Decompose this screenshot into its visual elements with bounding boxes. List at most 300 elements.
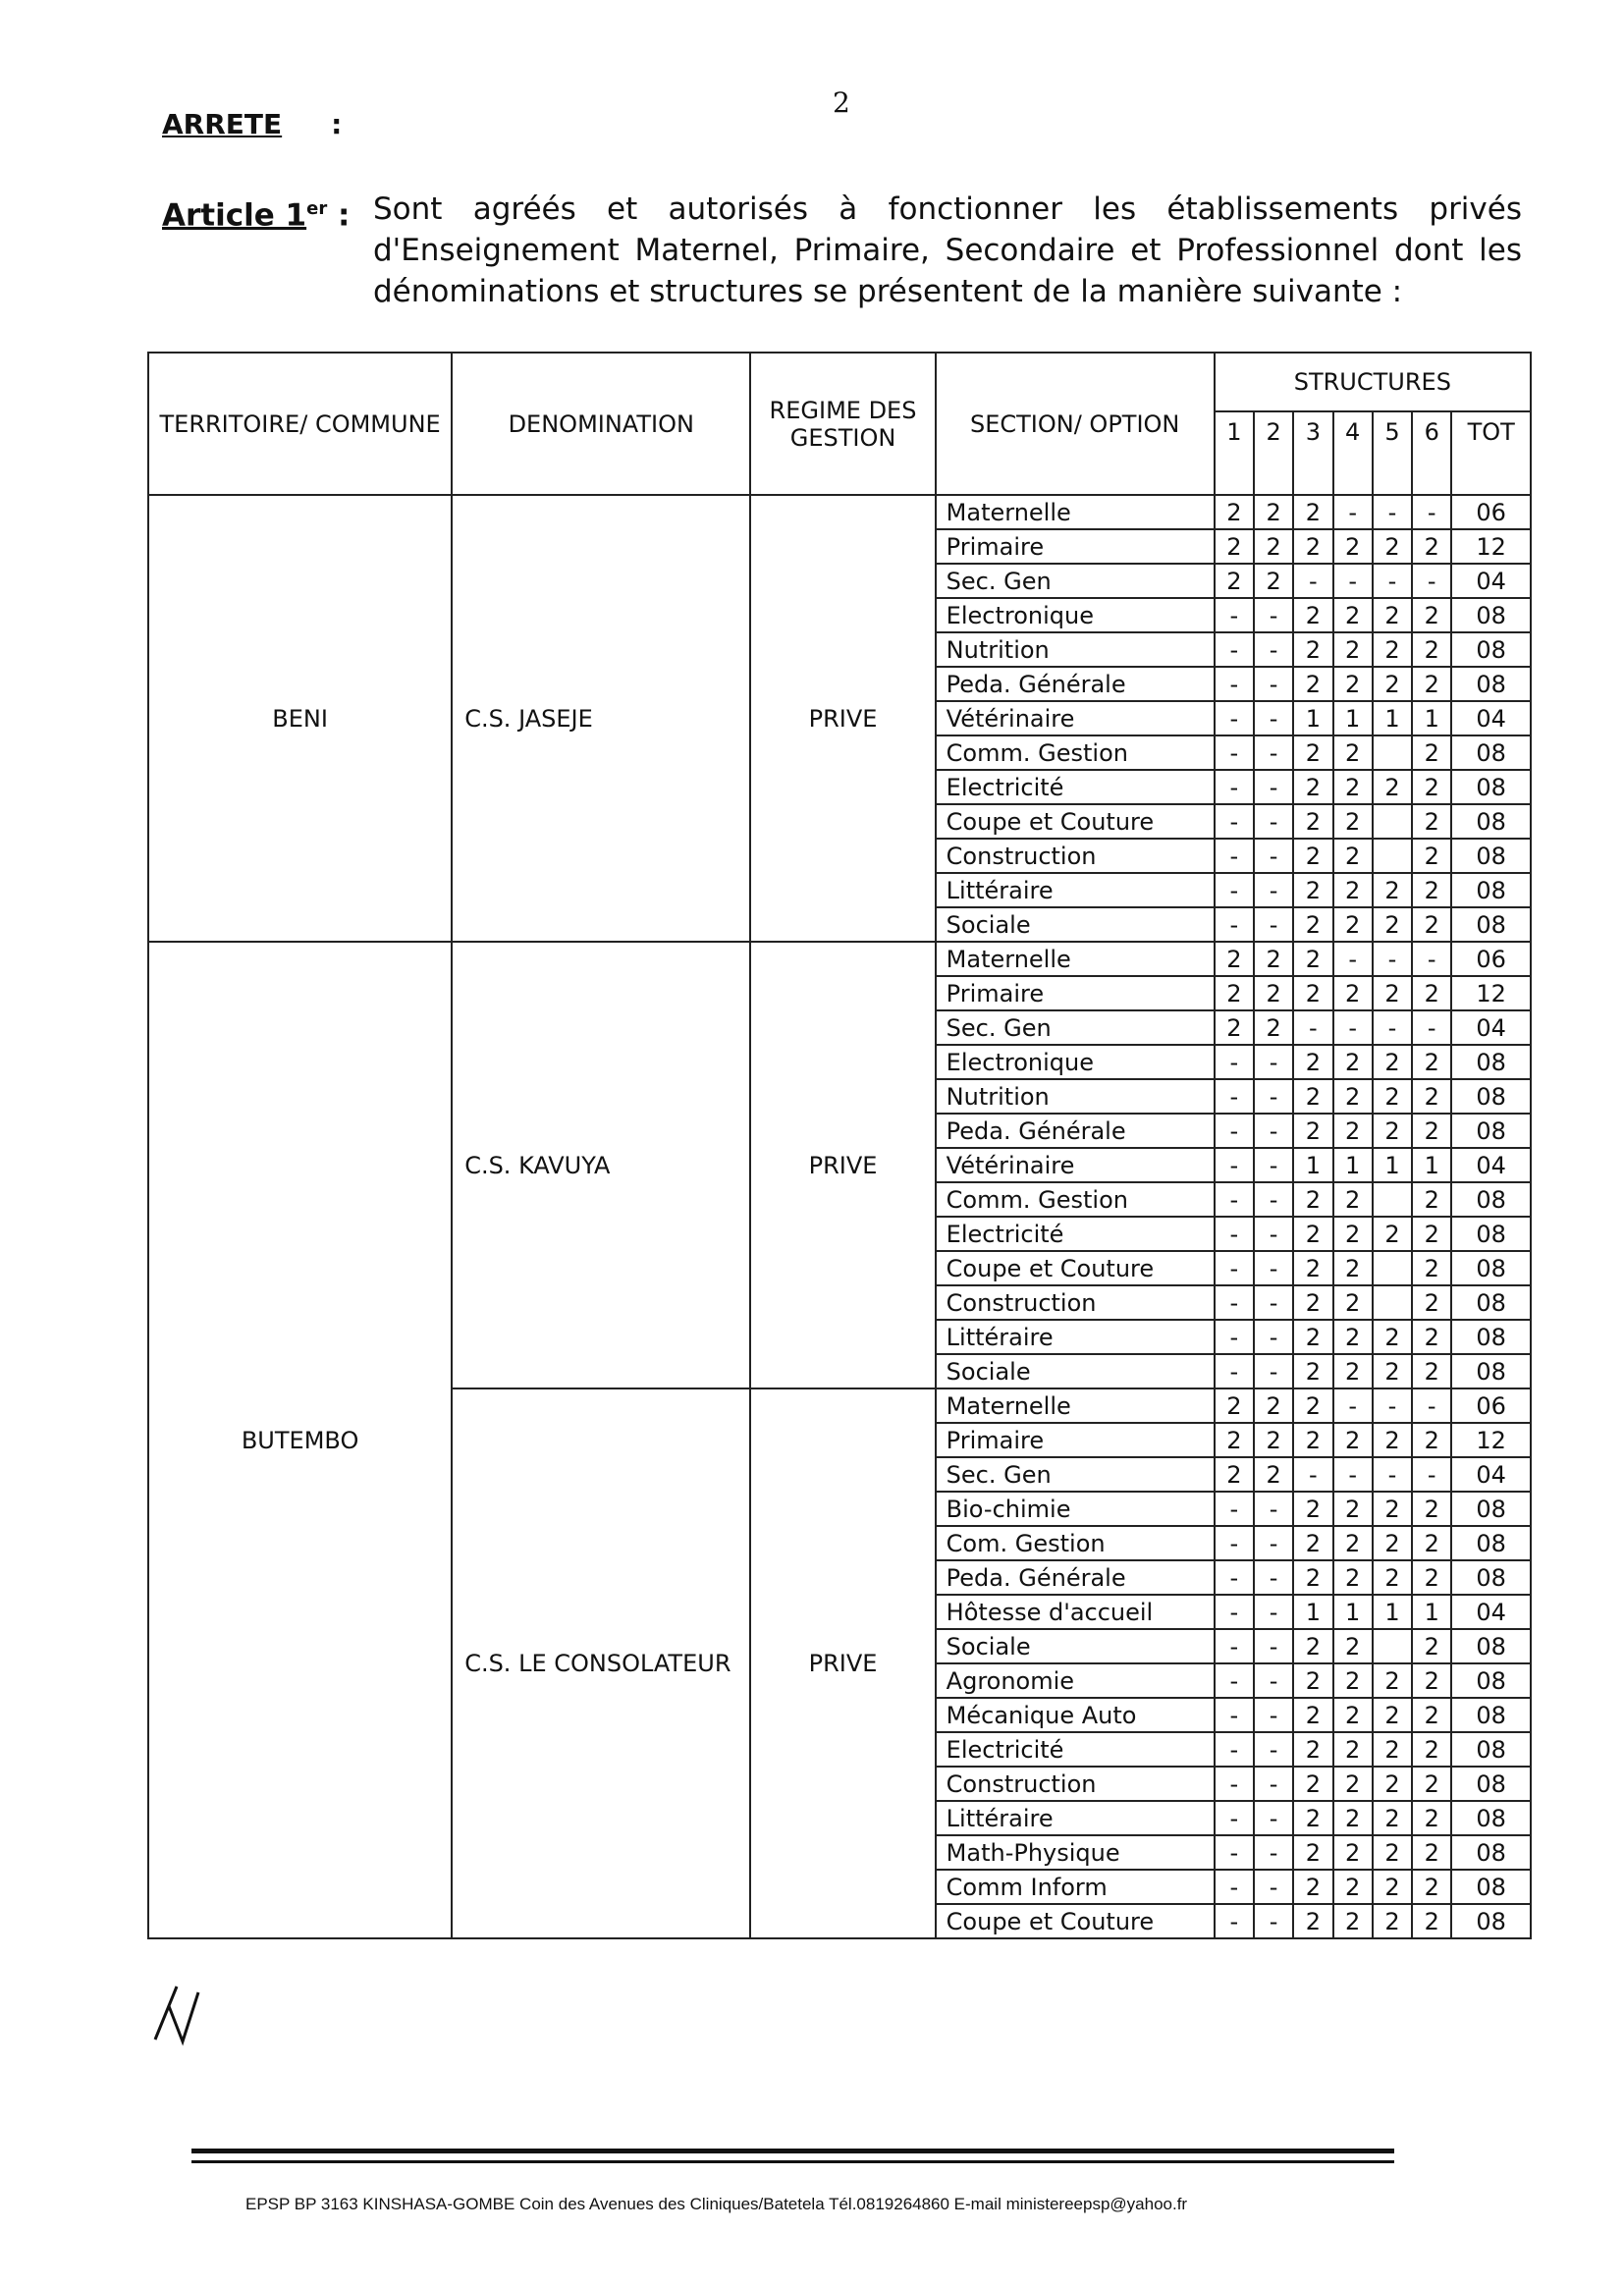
structure-cell: -	[1293, 1010, 1332, 1045]
structure-cell	[1373, 804, 1412, 839]
total-cell: 08	[1451, 770, 1531, 804]
structure-cell: 2	[1293, 1320, 1332, 1354]
structure-cell: -	[1215, 632, 1254, 667]
total-cell: 08	[1451, 1492, 1531, 1526]
section-cell: Construction	[936, 1767, 1215, 1801]
structure-cell: -	[1373, 1457, 1412, 1492]
structure-cell: 2	[1333, 1732, 1373, 1767]
structure-cell: 2	[1254, 976, 1293, 1010]
structure-cell: 2	[1333, 529, 1373, 564]
section-cell: Math-Physique	[936, 1835, 1215, 1870]
structure-cell: 2	[1412, 1423, 1451, 1457]
article-heading	[162, 189, 350, 236]
total-cell: 12	[1451, 1423, 1531, 1457]
total-cell: 08	[1451, 1560, 1531, 1595]
signature-mark	[147, 1979, 216, 2051]
structure-cell: 2	[1373, 1045, 1412, 1079]
structure-cell: 2	[1412, 1251, 1451, 1285]
structure-cell: 2	[1293, 1354, 1332, 1388]
structure-cell: 2	[1412, 1354, 1451, 1388]
structure-cell: -	[1254, 598, 1293, 632]
structure-cell: -	[1254, 1217, 1293, 1251]
structure-cell: 2	[1333, 770, 1373, 804]
structure-cell: 2	[1412, 1492, 1451, 1526]
structure-cell: 2	[1412, 1045, 1451, 1079]
header-col-4: 4	[1333, 411, 1373, 495]
structure-cell: -	[1215, 1492, 1254, 1526]
structure-cell: -	[1254, 1835, 1293, 1870]
structure-cell: -	[1215, 1698, 1254, 1732]
table-body	[148, 495, 1531, 1938]
structure-cell: 2	[1373, 1492, 1412, 1526]
structure-cell: 2	[1333, 1801, 1373, 1835]
arrete-label: ARRETE	[162, 108, 283, 140]
denomination-cell: C.S. JASEJE	[452, 495, 750, 942]
header-col-2: 2	[1254, 411, 1293, 495]
structure-cell: 2	[1412, 1663, 1451, 1698]
article-sup: er	[306, 198, 328, 219]
structure-cell: 2	[1333, 1285, 1373, 1320]
structure-cell: -	[1254, 1629, 1293, 1663]
structure-cell: 1	[1412, 701, 1451, 735]
structure-cell: 2	[1412, 1320, 1451, 1354]
structure-cell: -	[1254, 1698, 1293, 1732]
structure-cell: 2	[1293, 1835, 1332, 1870]
section-cell: Maternelle	[936, 1388, 1215, 1423]
page-number: 2	[833, 86, 850, 119]
structure-cell: -	[1254, 1148, 1293, 1182]
section-cell: Comm. Gestion	[936, 1182, 1215, 1217]
structure-cell: 2	[1412, 1732, 1451, 1767]
header-denomination: DENOMINATION	[452, 353, 750, 495]
structure-cell: -	[1254, 1526, 1293, 1560]
total-cell: 08	[1451, 1698, 1531, 1732]
denomination-cell: C.S. LE CONSOLATEUR	[452, 1388, 750, 1938]
regime-cell: PRIVE	[750, 942, 935, 1388]
article-label: Article 1	[162, 197, 307, 234]
structure-cell: -	[1215, 1045, 1254, 1079]
structure-cell: 2	[1412, 598, 1451, 632]
structure-cell: 2	[1373, 598, 1412, 632]
total-cell: 04	[1451, 1457, 1531, 1492]
structure-cell: 2	[1293, 1388, 1332, 1423]
structure-cell: 2	[1412, 976, 1451, 1010]
header-territoire: TERRITOIRE/ COMMUNE	[148, 353, 452, 495]
structure-cell: 2	[1215, 529, 1254, 564]
total-cell: 06	[1451, 942, 1531, 976]
structure-cell: -	[1215, 1079, 1254, 1114]
structure-cell: 2	[1412, 907, 1451, 942]
structure-cell: 2	[1293, 907, 1332, 942]
section-cell: Littéraire	[936, 873, 1215, 907]
structure-cell: -	[1254, 1285, 1293, 1320]
structure-cell: 2	[1373, 1423, 1412, 1457]
structure-cell: 2	[1333, 598, 1373, 632]
structure-cell: -	[1412, 564, 1451, 598]
structure-cell: 2	[1333, 1663, 1373, 1698]
structure-cell: -	[1254, 1801, 1293, 1835]
section-cell: Maternelle	[936, 942, 1215, 976]
structure-cell	[1373, 1182, 1412, 1217]
structure-cell: 2	[1333, 976, 1373, 1010]
structure-cell: 2	[1333, 873, 1373, 907]
total-cell: 08	[1451, 1663, 1531, 1698]
structure-cell: 2	[1333, 1354, 1373, 1388]
structure-cell: 2	[1373, 667, 1412, 701]
structure-cell: 2	[1412, 735, 1451, 770]
structure-cell: 2	[1293, 1079, 1332, 1114]
structure-cell: 2	[1293, 1698, 1332, 1732]
total-cell: 08	[1451, 1732, 1531, 1767]
total-cell: 08	[1451, 1217, 1531, 1251]
structure-cell: -	[1215, 701, 1254, 735]
section-cell: Electricité	[936, 1217, 1215, 1251]
total-cell: 08	[1451, 839, 1531, 873]
structure-cell: 2	[1215, 976, 1254, 1010]
structure-cell	[1373, 839, 1412, 873]
total-cell: 08	[1451, 907, 1531, 942]
structure-cell: 2	[1293, 1663, 1332, 1698]
structure-cell: -	[1333, 564, 1373, 598]
structure-cell: -	[1333, 1010, 1373, 1045]
structure-cell: 2	[1293, 1732, 1332, 1767]
total-cell: 08	[1451, 1182, 1531, 1217]
structure-cell: -	[1215, 1114, 1254, 1148]
section-cell: Com. Gestion	[936, 1526, 1215, 1560]
structure-cell: 2	[1412, 1079, 1451, 1114]
footer-rule-thick	[191, 2149, 1394, 2153]
section-cell: Vétérinaire	[936, 701, 1215, 735]
structure-cell: 2	[1293, 1801, 1332, 1835]
structure-cell: -	[1215, 1560, 1254, 1595]
structure-cell: 2	[1373, 1904, 1412, 1938]
structure-cell: 2	[1333, 667, 1373, 701]
structure-cell: 2	[1412, 839, 1451, 873]
total-cell: 08	[1451, 804, 1531, 839]
header-col-tot: TOT	[1451, 411, 1531, 495]
structure-cell: 2	[1293, 632, 1332, 667]
section-cell: Electronique	[936, 1045, 1215, 1079]
footer-address: EPSP BP 3163 KINSHASA-GOMBE Coin des Avenues des Cliniques/Batetela Tél.0819264860 E-mail ministereepsp@yahoo.fr	[245, 2195, 1188, 2213]
structure-cell: 2	[1373, 1114, 1412, 1148]
structure-cell: -	[1215, 1904, 1254, 1938]
structure-cell: 2	[1215, 1457, 1254, 1492]
structure-cell: -	[1215, 1217, 1254, 1251]
total-cell: 08	[1451, 1526, 1531, 1560]
structure-cell: -	[1215, 1732, 1254, 1767]
structure-cell: 2	[1333, 1320, 1373, 1354]
footer-rule-thin	[191, 2160, 1394, 2163]
structure-cell: 2	[1293, 770, 1332, 804]
section-cell: Peda. Générale	[936, 1560, 1215, 1595]
section-cell: Sec. Gen	[936, 1010, 1215, 1045]
total-cell: 08	[1451, 667, 1531, 701]
structure-cell: -	[1254, 1732, 1293, 1767]
structure-cell: 2	[1293, 1629, 1332, 1663]
structure-cell: 2	[1373, 632, 1412, 667]
total-cell: 04	[1451, 1010, 1531, 1045]
structure-cell: 2	[1254, 564, 1293, 598]
total-cell: 08	[1451, 735, 1531, 770]
total-cell: 08	[1451, 1320, 1531, 1354]
structure-cell: 2	[1215, 1010, 1254, 1045]
section-cell: Primaire	[936, 1423, 1215, 1457]
structure-cell: 2	[1333, 1079, 1373, 1114]
structure-cell: 2	[1293, 1285, 1332, 1320]
structure-cell: 2	[1293, 735, 1332, 770]
structure-cell: 2	[1333, 1217, 1373, 1251]
structure-cell: -	[1215, 839, 1254, 873]
structure-cell: -	[1254, 1560, 1293, 1595]
section-cell: Mécanique Auto	[936, 1698, 1215, 1732]
structure-cell: -	[1215, 1251, 1254, 1285]
structure-cell: 2	[1254, 1010, 1293, 1045]
structure-cell: 2	[1373, 770, 1412, 804]
header-col-6: 6	[1412, 411, 1451, 495]
section-cell: Bio-chimie	[936, 1492, 1215, 1526]
structure-cell: 2	[1254, 1388, 1293, 1423]
structure-cell: 1	[1373, 1595, 1412, 1629]
structure-cell: 1	[1333, 701, 1373, 735]
structure-cell: -	[1215, 1870, 1254, 1904]
structure-cell: -	[1254, 873, 1293, 907]
structure-cell: -	[1412, 1010, 1451, 1045]
structure-cell: -	[1254, 1595, 1293, 1629]
section-cell: Electricité	[936, 770, 1215, 804]
structure-cell: 1	[1373, 701, 1412, 735]
denomination-cell: C.S. KAVUYA	[452, 942, 750, 1388]
structure-cell: 2	[1215, 942, 1254, 976]
structure-cell: 2	[1215, 495, 1254, 529]
structure-cell: 2	[1412, 1526, 1451, 1560]
header-col-3: 3	[1293, 411, 1332, 495]
structure-cell: 2	[1333, 1629, 1373, 1663]
total-cell: 08	[1451, 873, 1531, 907]
structure-cell: -	[1254, 1767, 1293, 1801]
total-cell: 08	[1451, 1079, 1531, 1114]
structure-cell: -	[1215, 1526, 1254, 1560]
structure-cell: 2	[1293, 1045, 1332, 1079]
structure-cell: -	[1254, 1663, 1293, 1698]
structure-cell: -	[1412, 495, 1451, 529]
structure-cell: 1	[1333, 1595, 1373, 1629]
structure-cell: 2	[1412, 1698, 1451, 1732]
structure-cell: 2	[1293, 1251, 1332, 1285]
arrete-heading	[162, 108, 342, 140]
structure-cell: -	[1373, 942, 1412, 976]
section-cell: Electricité	[936, 1732, 1215, 1767]
structure-cell: -	[1254, 1182, 1293, 1217]
structure-cell: 2	[1333, 1526, 1373, 1560]
structure-cell: -	[1215, 1767, 1254, 1801]
structure-cell: 2	[1293, 873, 1332, 907]
structure-cell: 2	[1333, 1560, 1373, 1595]
structure-cell: 2	[1373, 1663, 1412, 1698]
structure-cell	[1373, 1629, 1412, 1663]
total-cell: 08	[1451, 1767, 1531, 1801]
total-cell: 04	[1451, 1148, 1531, 1182]
regime-cell: PRIVE	[750, 495, 935, 942]
structure-cell	[1373, 1251, 1412, 1285]
structure-cell: -	[1215, 1595, 1254, 1629]
structure-cell: 2	[1412, 770, 1451, 804]
structure-cell: 2	[1373, 1560, 1412, 1595]
header-section: SECTION/ OPTION	[936, 353, 1215, 495]
structure-cell: 2	[1373, 1870, 1412, 1904]
structure-cell: 2	[1254, 1457, 1293, 1492]
structure-cell: 1	[1412, 1595, 1451, 1629]
structure-cell: -	[1254, 735, 1293, 770]
structure-cell: -	[1333, 495, 1373, 529]
article-colon: :	[338, 197, 351, 234]
structure-cell: -	[1215, 1663, 1254, 1698]
structure-cell: -	[1215, 735, 1254, 770]
structure-cell: 1	[1412, 1148, 1451, 1182]
structure-cell: -	[1254, 770, 1293, 804]
structure-cell: -	[1215, 1182, 1254, 1217]
structure-cell: -	[1373, 1010, 1412, 1045]
total-cell: 08	[1451, 1045, 1531, 1079]
structure-cell: 2	[1293, 1526, 1332, 1560]
structure-cell: 2	[1373, 976, 1412, 1010]
section-cell: Sec. Gen	[936, 564, 1215, 598]
structure-cell: 2	[1293, 1217, 1332, 1251]
structure-cell: -	[1254, 1870, 1293, 1904]
structure-cell: 1	[1373, 1148, 1412, 1182]
section-cell: Comm. Gestion	[936, 735, 1215, 770]
structure-cell: -	[1293, 1457, 1332, 1492]
structure-cell: 2	[1412, 1904, 1451, 1938]
structure-cell: -	[1254, 1354, 1293, 1388]
structure-cell: 2	[1293, 1492, 1332, 1526]
structure-cell: 2	[1254, 495, 1293, 529]
structure-cell: 2	[1333, 1698, 1373, 1732]
structure-cell: 2	[1373, 1217, 1412, 1251]
section-cell: Peda. Générale	[936, 1114, 1215, 1148]
structure-cell: 2	[1333, 1045, 1373, 1079]
structure-cell: 2	[1373, 1801, 1412, 1835]
structure-cell: -	[1254, 804, 1293, 839]
structure-cell: 2	[1293, 839, 1332, 873]
total-cell: 08	[1451, 1629, 1531, 1663]
section-cell: Peda. Générale	[936, 667, 1215, 701]
total-cell: 08	[1451, 1835, 1531, 1870]
structure-cell: 1	[1293, 1148, 1332, 1182]
structure-cell: 2	[1333, 1870, 1373, 1904]
structure-cell: -	[1215, 1801, 1254, 1835]
structure-cell: 2	[1412, 1870, 1451, 1904]
structure-cell: 2	[1293, 804, 1332, 839]
total-cell: 08	[1451, 1870, 1531, 1904]
section-cell: Construction	[936, 1285, 1215, 1320]
structure-cell: 2	[1215, 1423, 1254, 1457]
structure-cell: -	[1293, 564, 1332, 598]
structure-cell: -	[1373, 564, 1412, 598]
structure-cell: 2	[1412, 1801, 1451, 1835]
structure-cell: 2	[1373, 1079, 1412, 1114]
total-cell: 08	[1451, 598, 1531, 632]
structure-cell: 2	[1412, 1217, 1451, 1251]
section-cell: Nutrition	[936, 632, 1215, 667]
arrete-colon: :	[331, 108, 343, 140]
section-cell: Primaire	[936, 976, 1215, 1010]
structure-cell: 2	[1333, 1904, 1373, 1938]
section-cell: Agronomie	[936, 1663, 1215, 1698]
structure-cell: 2	[1412, 1835, 1451, 1870]
structure-cell: 2	[1333, 839, 1373, 873]
structure-cell: 2	[1293, 1182, 1332, 1217]
structure-cell: 2	[1333, 735, 1373, 770]
structure-cell: -	[1254, 839, 1293, 873]
structure-cell: 2	[1412, 667, 1451, 701]
structure-cell: -	[1254, 1114, 1293, 1148]
section-cell: Sec. Gen	[936, 1457, 1215, 1492]
structure-cell: 2	[1333, 804, 1373, 839]
structure-cell: 2	[1373, 1732, 1412, 1767]
structure-cell: 2	[1373, 1698, 1412, 1732]
structure-cell: -	[1215, 1629, 1254, 1663]
structure-cell: 2	[1373, 1320, 1412, 1354]
structure-cell: 2	[1293, 942, 1332, 976]
total-cell: 08	[1451, 1285, 1531, 1320]
structure-cell	[1373, 1285, 1412, 1320]
total-cell: 04	[1451, 701, 1531, 735]
structure-cell: -	[1215, 770, 1254, 804]
structures-table	[147, 352, 1532, 1939]
structure-cell: 2	[1412, 1182, 1451, 1217]
total-cell: 04	[1451, 564, 1531, 598]
structure-cell: 2	[1215, 1388, 1254, 1423]
structure-cell: 1	[1293, 701, 1332, 735]
structure-cell: 2	[1333, 1182, 1373, 1217]
structure-cell: -	[1412, 942, 1451, 976]
structure-cell: 2	[1293, 1767, 1332, 1801]
structure-cell: 2	[1412, 1560, 1451, 1595]
structure-cell: -	[1254, 632, 1293, 667]
structure-cell: -	[1373, 495, 1412, 529]
structure-cell: 2	[1293, 598, 1332, 632]
structure-cell: 1	[1293, 1595, 1332, 1629]
structure-cell: 2	[1293, 976, 1332, 1010]
structure-cell: 2	[1373, 873, 1412, 907]
total-cell: 08	[1451, 1801, 1531, 1835]
structure-cell: -	[1254, 907, 1293, 942]
structure-cell: 2	[1412, 1629, 1451, 1663]
structure-cell: 2	[1333, 632, 1373, 667]
structure-cell: 2	[1215, 564, 1254, 598]
structure-cell: -	[1333, 1457, 1373, 1492]
header-col-5: 5	[1373, 411, 1412, 495]
structure-cell: 2	[1412, 804, 1451, 839]
structure-cell: 2	[1254, 529, 1293, 564]
structure-cell: -	[1412, 1457, 1451, 1492]
structure-cell: 2	[1293, 1114, 1332, 1148]
structure-cell: 2	[1373, 1835, 1412, 1870]
territoire-cell: BENI	[148, 495, 452, 942]
section-cell: Coupe et Couture	[936, 1904, 1215, 1938]
section-cell: Maternelle	[936, 495, 1215, 529]
section-cell: Coupe et Couture	[936, 804, 1215, 839]
structure-cell: -	[1254, 1251, 1293, 1285]
section-cell: Primaire	[936, 529, 1215, 564]
structure-cell: 2	[1333, 1423, 1373, 1457]
structure-cell: 2	[1412, 1767, 1451, 1801]
structure-cell: 2	[1293, 495, 1332, 529]
structure-cell: -	[1254, 1492, 1293, 1526]
structure-cell: -	[1215, 873, 1254, 907]
structure-cell: 2	[1412, 1285, 1451, 1320]
section-cell: Construction	[936, 839, 1215, 873]
